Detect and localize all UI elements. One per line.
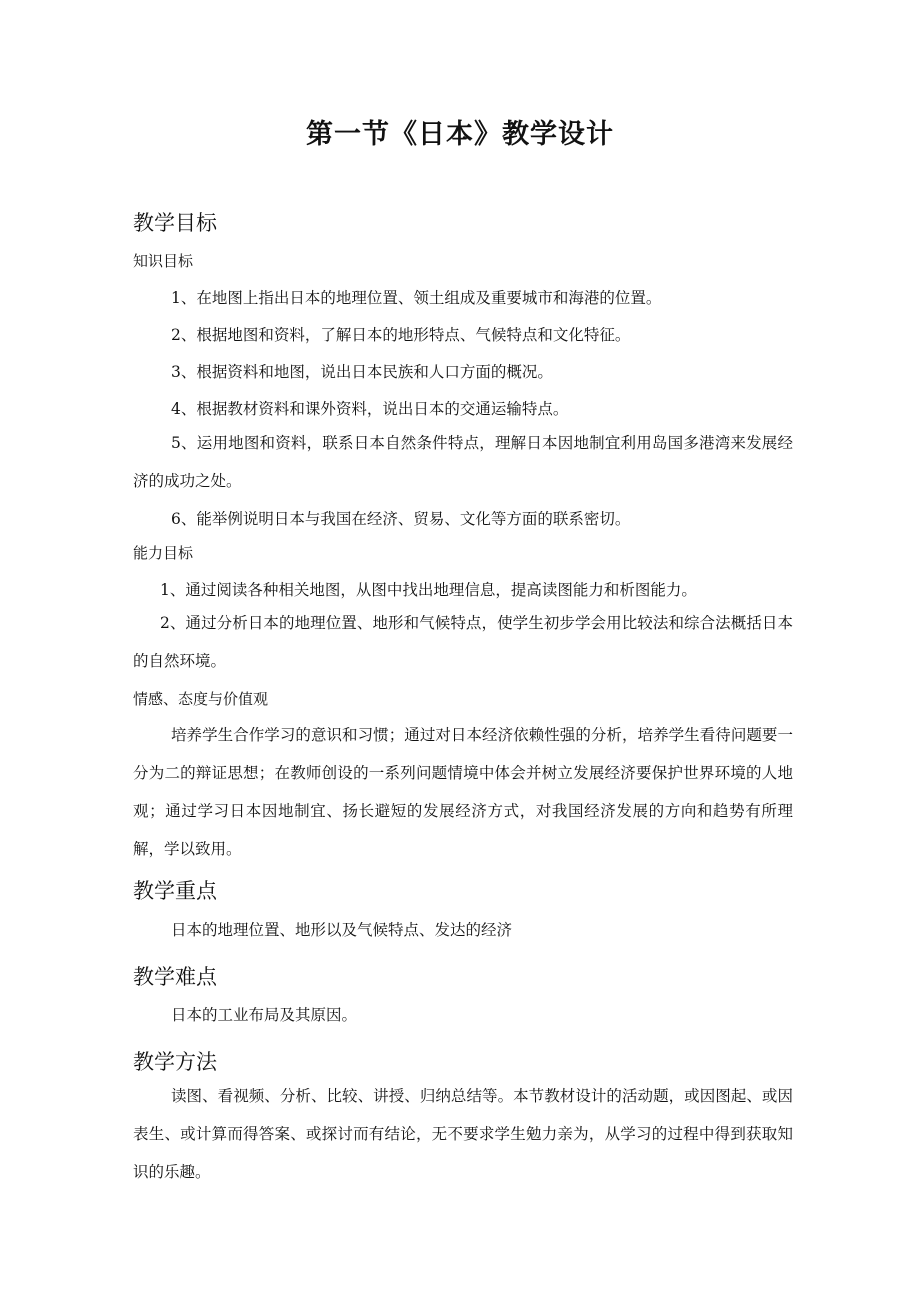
knowledge-objectives-label: 知识目标 (133, 252, 194, 270)
document-title: 第一节《日本》教学设计 (306, 119, 614, 150)
ability-item-2: 2、通过分析日本的地理位置、地形和气候特点，使学生初步学会用比较法和综合法概括日本的自然环境。 (133, 614, 793, 670)
emotion-objectives-label: 情感、态度与价值观 (133, 690, 269, 708)
difficult-points-text: 日本的工业布局及其原因。 (171, 1006, 358, 1024)
ability-item-1: 1、通过阅读各种相关地图，从图中找出地理信息，提高读图能力和析图能力。 (160, 581, 697, 599)
knowledge-item-4: 4、根据教材资料和课外资料，说出日本的交通运输特点。 (171, 400, 569, 418)
methods-text: 读图、看视频、分析、比较、讲授、归纳总结等。本节教材设计的活动题，或因图起、或因表生、或计算而得答案、或探讨而有结论，无不要求学生勉力亲为，从学习的过程中得到获取知识的乐趣。 (133, 1087, 793, 1181)
knowledge-item-5: 5、运用地图和资料，联系日本自然条件特点，理解日本因地制宜利用岛国多港湾来发展经济的成功之处。 (133, 434, 793, 490)
methods-heading: 教学方法 (133, 1050, 217, 1074)
key-points-text: 日本的地理位置、地形以及气候特点、发达的经济 (171, 921, 513, 939)
emotion-objectives-text: 培养学生合作学习的意识和习惯；通过对日本经济依赖性强的分析，培养学生看待问题要一分为二的辩证思想；在教师创设的一系列问题情境中体会并树立发展经济要保护世界环境的人地观；通过学习日本因地制宜、扬长避短的发展经济方式，对我国经济发展的方向和趋势有所理解，学以致用。 (133, 726, 793, 858)
key-points-heading: 教学重点 (133, 879, 217, 903)
knowledge-item-3: 3、根据资料和地图，说出日本民族和人口方面的概况。 (171, 363, 553, 381)
ability-objectives-label: 能力目标 (133, 544, 194, 562)
difficult-points-heading: 教学难点 (133, 965, 217, 989)
objectives-heading: 教学目标 (133, 211, 217, 235)
knowledge-item-6: 6、能举例说明日本与我国在经济、贸易、文化等方面的联系密切。 (171, 510, 631, 528)
knowledge-item-1: 1、在地图上指出日本的地理位置、领土组成及重要城市和海港的位置。 (171, 289, 662, 307)
knowledge-item-2: 2、根据地图和资料，了解日本的地形特点、气候特点和文化特征。 (171, 326, 631, 344)
